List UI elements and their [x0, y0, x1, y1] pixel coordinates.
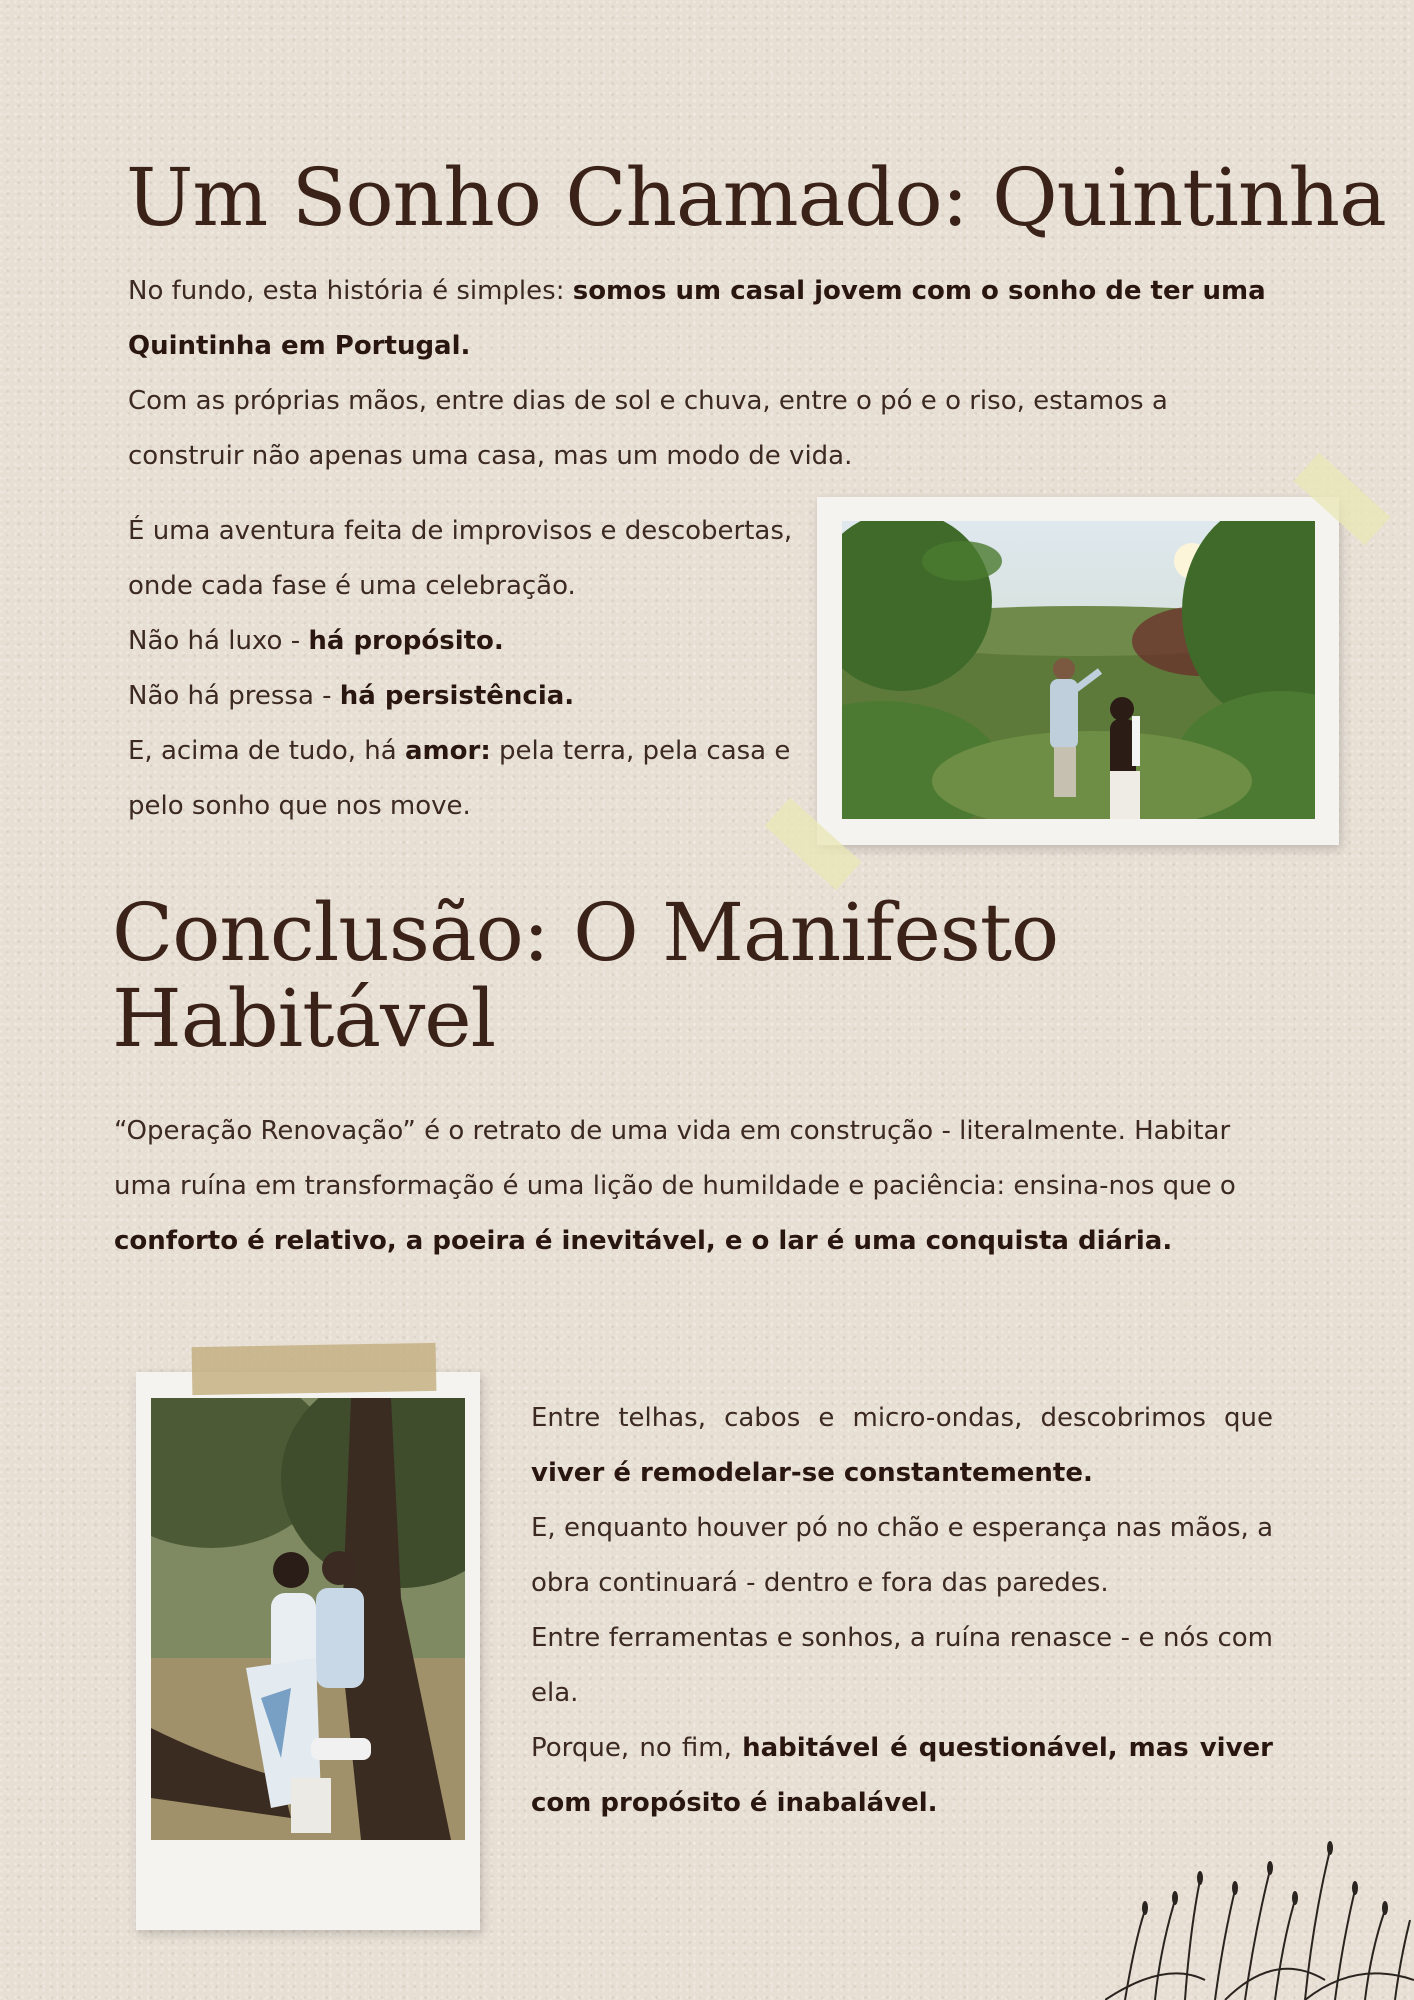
dust-paragraph: E, enquanto houver pó no chão e esperança nas mãos, a obra continuará - dentro e fora das paredes.: [531, 1513, 1273, 1598]
title-line: Habitável: [112, 972, 496, 1065]
rebirth-paragraph: Entre ferramentas e sonhos, a ruína renasce - e nós com ela.: [531, 1623, 1273, 1708]
wildflowers-illustration: [1105, 1830, 1414, 2000]
rush-line: Não há pressa - há persistência.: [128, 681, 575, 711]
tree-couple-photo: [151, 1398, 465, 1840]
adventure-text: [128, 504, 818, 834]
luxury-line: Não há luxo - há propósito.: [128, 626, 504, 656]
closing-text: [531, 1391, 1273, 1831]
construction-paragraph: Com as próprias mãos, entre dias de sol e chuva, entre o pó e o riso, estamos a construir não apenas uma casa, mas um modo de vida.: [128, 386, 1168, 471]
polaroid-frame: [136, 1372, 480, 1930]
intro-text: [128, 264, 1278, 484]
renovation-text: [114, 1104, 1254, 1269]
adventure-paragraph: É uma aventura feita de improvisos e descobertas, onde cada fase é uma celebração.: [128, 516, 793, 601]
intro-paragraph: No fundo, esta história é simples: somos um casal jovem com o sonho de ter uma Quintinha em Portugal.: [128, 276, 1266, 361]
section-title-quintinha: Um Sonho Chamado: Quintinha: [126, 151, 1386, 244]
garden-couple-photo: [842, 521, 1315, 819]
section-title-manifesto: [112, 886, 1059, 1065]
title-line: Conclusão: O Manifesto: [112, 886, 1059, 979]
love-line: E, acima de tudo, há amor: pela terra, pela casa e pelo sonho que nos move.: [128, 736, 791, 821]
masking-tape: [192, 1343, 437, 1395]
renovation-paragraph: “Operação Renovação” é o retrato de uma vida em construção - literalmente. Habitar uma ruína em transformação é uma lição de humildade e paciência: ensina-nos que o conforto é relativo, a poeira é inevitável, e o lar é uma conquista diária.: [114, 1116, 1236, 1256]
final-paragraph: Porque, no fim, habitável é questionável, mas viver com propósito é inabalável.: [531, 1733, 1273, 1818]
remodel-paragraph: Entre telhas, cabos e micro-ondas, descobrimos que viver é remodelar-se constantemente.: [531, 1403, 1273, 1488]
photo-frame-garden: [817, 497, 1339, 845]
